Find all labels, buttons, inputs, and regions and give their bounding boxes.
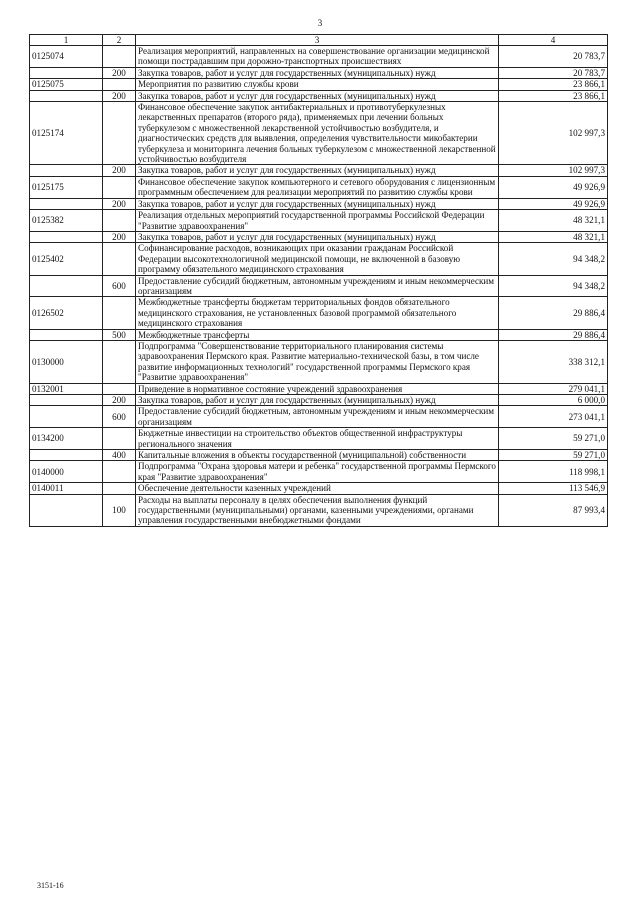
code-cell	[30, 275, 103, 297]
table-row	[30, 90, 608, 101]
amount-cell: 94 348,2	[499, 243, 608, 275]
table-row	[30, 102, 608, 165]
column-header-2: 2	[103, 35, 136, 46]
expense-type-cell: 200	[103, 165, 136, 176]
amount-cell: 6 000,0	[499, 395, 608, 406]
code-cell: 0125175	[30, 176, 103, 198]
description-cell: Подпрограмма "Совершенствование территориального планирования системы здравоохранения Пермского края. Развитие материально-технической базы, в том числе развитие информационных технологий" государственной программы Пермского края "Развитие здравоохранения"	[136, 340, 499, 383]
expense-type-cell	[103, 243, 136, 275]
amount-cell: 29 886,4	[499, 329, 608, 340]
table-row	[30, 243, 608, 275]
budget-table	[29, 34, 608, 527]
table-row	[30, 461, 608, 483]
description-cell: Предоставление субсидий бюджетным, автономным учреждениям и иным некоммерческим организациям	[136, 275, 499, 297]
description-cell: Финансовое обеспечение закупок компьютерного и сетевого оборудования с лицензионным программным обеспечением для реализации мероприятий по развитию службы крови	[136, 176, 499, 198]
description-cell: Закупка товаров, работ и услуг для государственных (муниципальных) нужд	[136, 90, 499, 101]
description-cell: Реализация мероприятий, направленных на совершенствование организации медицинской помощи пострадавшим при дорожно-транспортных происшествиях	[136, 46, 499, 68]
expense-type-cell	[103, 176, 136, 198]
code-cell: 0130000	[30, 340, 103, 383]
code-cell	[30, 494, 103, 526]
expense-type-cell: 200	[103, 90, 136, 101]
table-row	[30, 67, 608, 78]
description-cell: Капитальные вложения в объекты государственной (муниципальной) собственности	[136, 450, 499, 461]
code-cell: 0125174	[30, 102, 103, 165]
amount-cell: 59 271,0	[499, 428, 608, 450]
amount-cell: 338 312,1	[499, 340, 608, 383]
table-row	[30, 46, 608, 68]
table-body	[30, 46, 608, 527]
expense-type-cell: 600	[103, 406, 136, 428]
amount-cell: 113 546,9	[499, 483, 608, 494]
amount-cell: 20 783,7	[499, 67, 608, 78]
table-row	[30, 428, 608, 450]
footer-document-code: 3151-16	[37, 881, 64, 890]
table-header-row	[30, 35, 608, 46]
expense-type-cell	[103, 79, 136, 90]
table-row	[30, 450, 608, 461]
description-cell: Межбюджетные трансферты	[136, 329, 499, 340]
table-row	[30, 383, 608, 394]
code-cell: 0134200	[30, 428, 103, 450]
table-row	[30, 297, 608, 329]
amount-cell: 48 321,1	[499, 231, 608, 242]
table-row	[30, 176, 608, 198]
amount-cell: 23 866,1	[499, 90, 608, 101]
table-row	[30, 406, 608, 428]
expense-type-cell	[103, 428, 136, 450]
amount-cell: 94 348,2	[499, 275, 608, 297]
description-cell: Закупка товаров, работ и услуг для государственных (муниципальных) нужд	[136, 198, 499, 209]
description-cell: Мероприятия по развитию службы крови	[136, 79, 499, 90]
expense-type-cell: 200	[103, 198, 136, 209]
code-cell	[30, 450, 103, 461]
amount-cell: 118 998,1	[499, 461, 608, 483]
table-row	[30, 329, 608, 340]
amount-cell: 279 041,1	[499, 383, 608, 394]
code-cell: 0140011	[30, 483, 103, 494]
code-cell	[30, 329, 103, 340]
code-cell: 0140000	[30, 461, 103, 483]
description-cell: Приведение в нормативное состояние учреждений здравоохранения	[136, 383, 499, 394]
expense-type-cell	[103, 461, 136, 483]
code-cell	[30, 231, 103, 242]
description-cell: Обеспечение деятельности казенных учреждений	[136, 483, 499, 494]
amount-cell: 49 926,9	[499, 176, 608, 198]
code-cell	[30, 198, 103, 209]
column-header-3: 3	[136, 35, 499, 46]
table-row	[30, 231, 608, 242]
expense-type-cell: 100	[103, 494, 136, 526]
table-row	[30, 494, 608, 526]
table-row	[30, 275, 608, 297]
amount-cell: 102 997,3	[499, 102, 608, 165]
description-cell: Закупка товаров, работ и услуг для государственных (муниципальных) нужд	[136, 231, 499, 242]
amount-cell: 49 926,9	[499, 198, 608, 209]
amount-cell: 273 041,1	[499, 406, 608, 428]
expense-type-cell	[103, 383, 136, 394]
code-cell: 0126502	[30, 297, 103, 329]
amount-cell: 102 997,3	[499, 165, 608, 176]
expense-type-cell: 400	[103, 450, 136, 461]
table-row	[30, 210, 608, 232]
amount-cell: 23 866,1	[499, 79, 608, 90]
expense-type-cell	[103, 102, 136, 165]
expense-type-cell	[103, 340, 136, 383]
description-cell: Софинансирование расходов, возникающих при оказании гражданам Российской Федерации высокотехнологичной медицинской помощи, не включенной в базовую программу обязательного медицинского страхования	[136, 243, 499, 275]
table-row	[30, 340, 608, 383]
code-cell	[30, 67, 103, 78]
code-cell: 0125402	[30, 243, 103, 275]
amount-cell: 29 886,4	[499, 297, 608, 329]
code-cell: 0125075	[30, 79, 103, 90]
expense-type-cell: 200	[103, 231, 136, 242]
description-cell: Подпрограмма "Охрана здоровья матери и ребенка" государственной программы Пермского края "Развитие здравоохранения"	[136, 461, 499, 483]
description-cell: Закупка товаров, работ и услуг для государственных (муниципальных) нужд	[136, 395, 499, 406]
code-cell	[30, 395, 103, 406]
description-cell: Закупка товаров, работ и услуг для государственных (муниципальных) нужд	[136, 67, 499, 78]
description-cell: Бюджетные инвестиции на строительство объектов общественной инфраструктуры регионального значения	[136, 428, 499, 450]
description-cell: Предоставление субсидий бюджетным, автономным учреждениям и иным некоммерческим организациям	[136, 406, 499, 428]
table-row	[30, 165, 608, 176]
table-row	[30, 79, 608, 90]
amount-cell: 87 993,4	[499, 494, 608, 526]
description-cell: Реализация отдельных мероприятий государственной программы Российской Федерации "Развитие здравоохранения"	[136, 210, 499, 232]
description-cell: Расходы на выплаты персоналу в целях обеспечения выполнения функций государственными (муниципальными) органами, казенными учреждениями, органами управления государственными внебюджетными фондами	[136, 494, 499, 526]
expense-type-cell: 200	[103, 395, 136, 406]
page-number: 3	[317, 18, 323, 28]
code-cell: 0125382	[30, 210, 103, 232]
table-row	[30, 395, 608, 406]
expense-type-cell	[103, 483, 136, 494]
expense-type-cell: 200	[103, 67, 136, 78]
amount-cell: 48 321,1	[499, 210, 608, 232]
description-cell: Закупка товаров, работ и услуг для государственных (муниципальных) нужд	[136, 165, 499, 176]
table-row	[30, 198, 608, 209]
expense-type-cell: 500	[103, 329, 136, 340]
column-header-4: 4	[499, 35, 608, 46]
description-cell: Финансовое обеспечение закупок антибактериальных и противотуберкулезных лекарственных препаратов (второго ряда), применяемых при лечении больных туберкулезом с множественной лекарственной устойчивостью возбудителя, и диагностических средств для выявления, определения чувствительности микобактерии туберкулеза и мониторинга лечения больных туберкулезом с множественной лекарственной устойчивостью возбудителя	[136, 102, 499, 165]
expense-type-cell	[103, 210, 136, 232]
description-cell: Межбюджетные трансферты бюджетам территориальных фондов обязательного медицинского страхования, не установленных базовой программой обязательного медицинского страхования	[136, 297, 499, 329]
code-cell	[30, 90, 103, 101]
expense-type-cell: 600	[103, 275, 136, 297]
code-cell	[30, 406, 103, 428]
table-row	[30, 483, 608, 494]
amount-cell: 59 271,0	[499, 450, 608, 461]
code-cell: 0125074	[30, 46, 103, 68]
expense-type-cell	[103, 297, 136, 329]
column-header-1: 1	[30, 35, 103, 46]
code-cell: 0132001	[30, 383, 103, 394]
amount-cell: 20 783,7	[499, 46, 608, 68]
code-cell	[30, 165, 103, 176]
expense-type-cell	[103, 46, 136, 68]
